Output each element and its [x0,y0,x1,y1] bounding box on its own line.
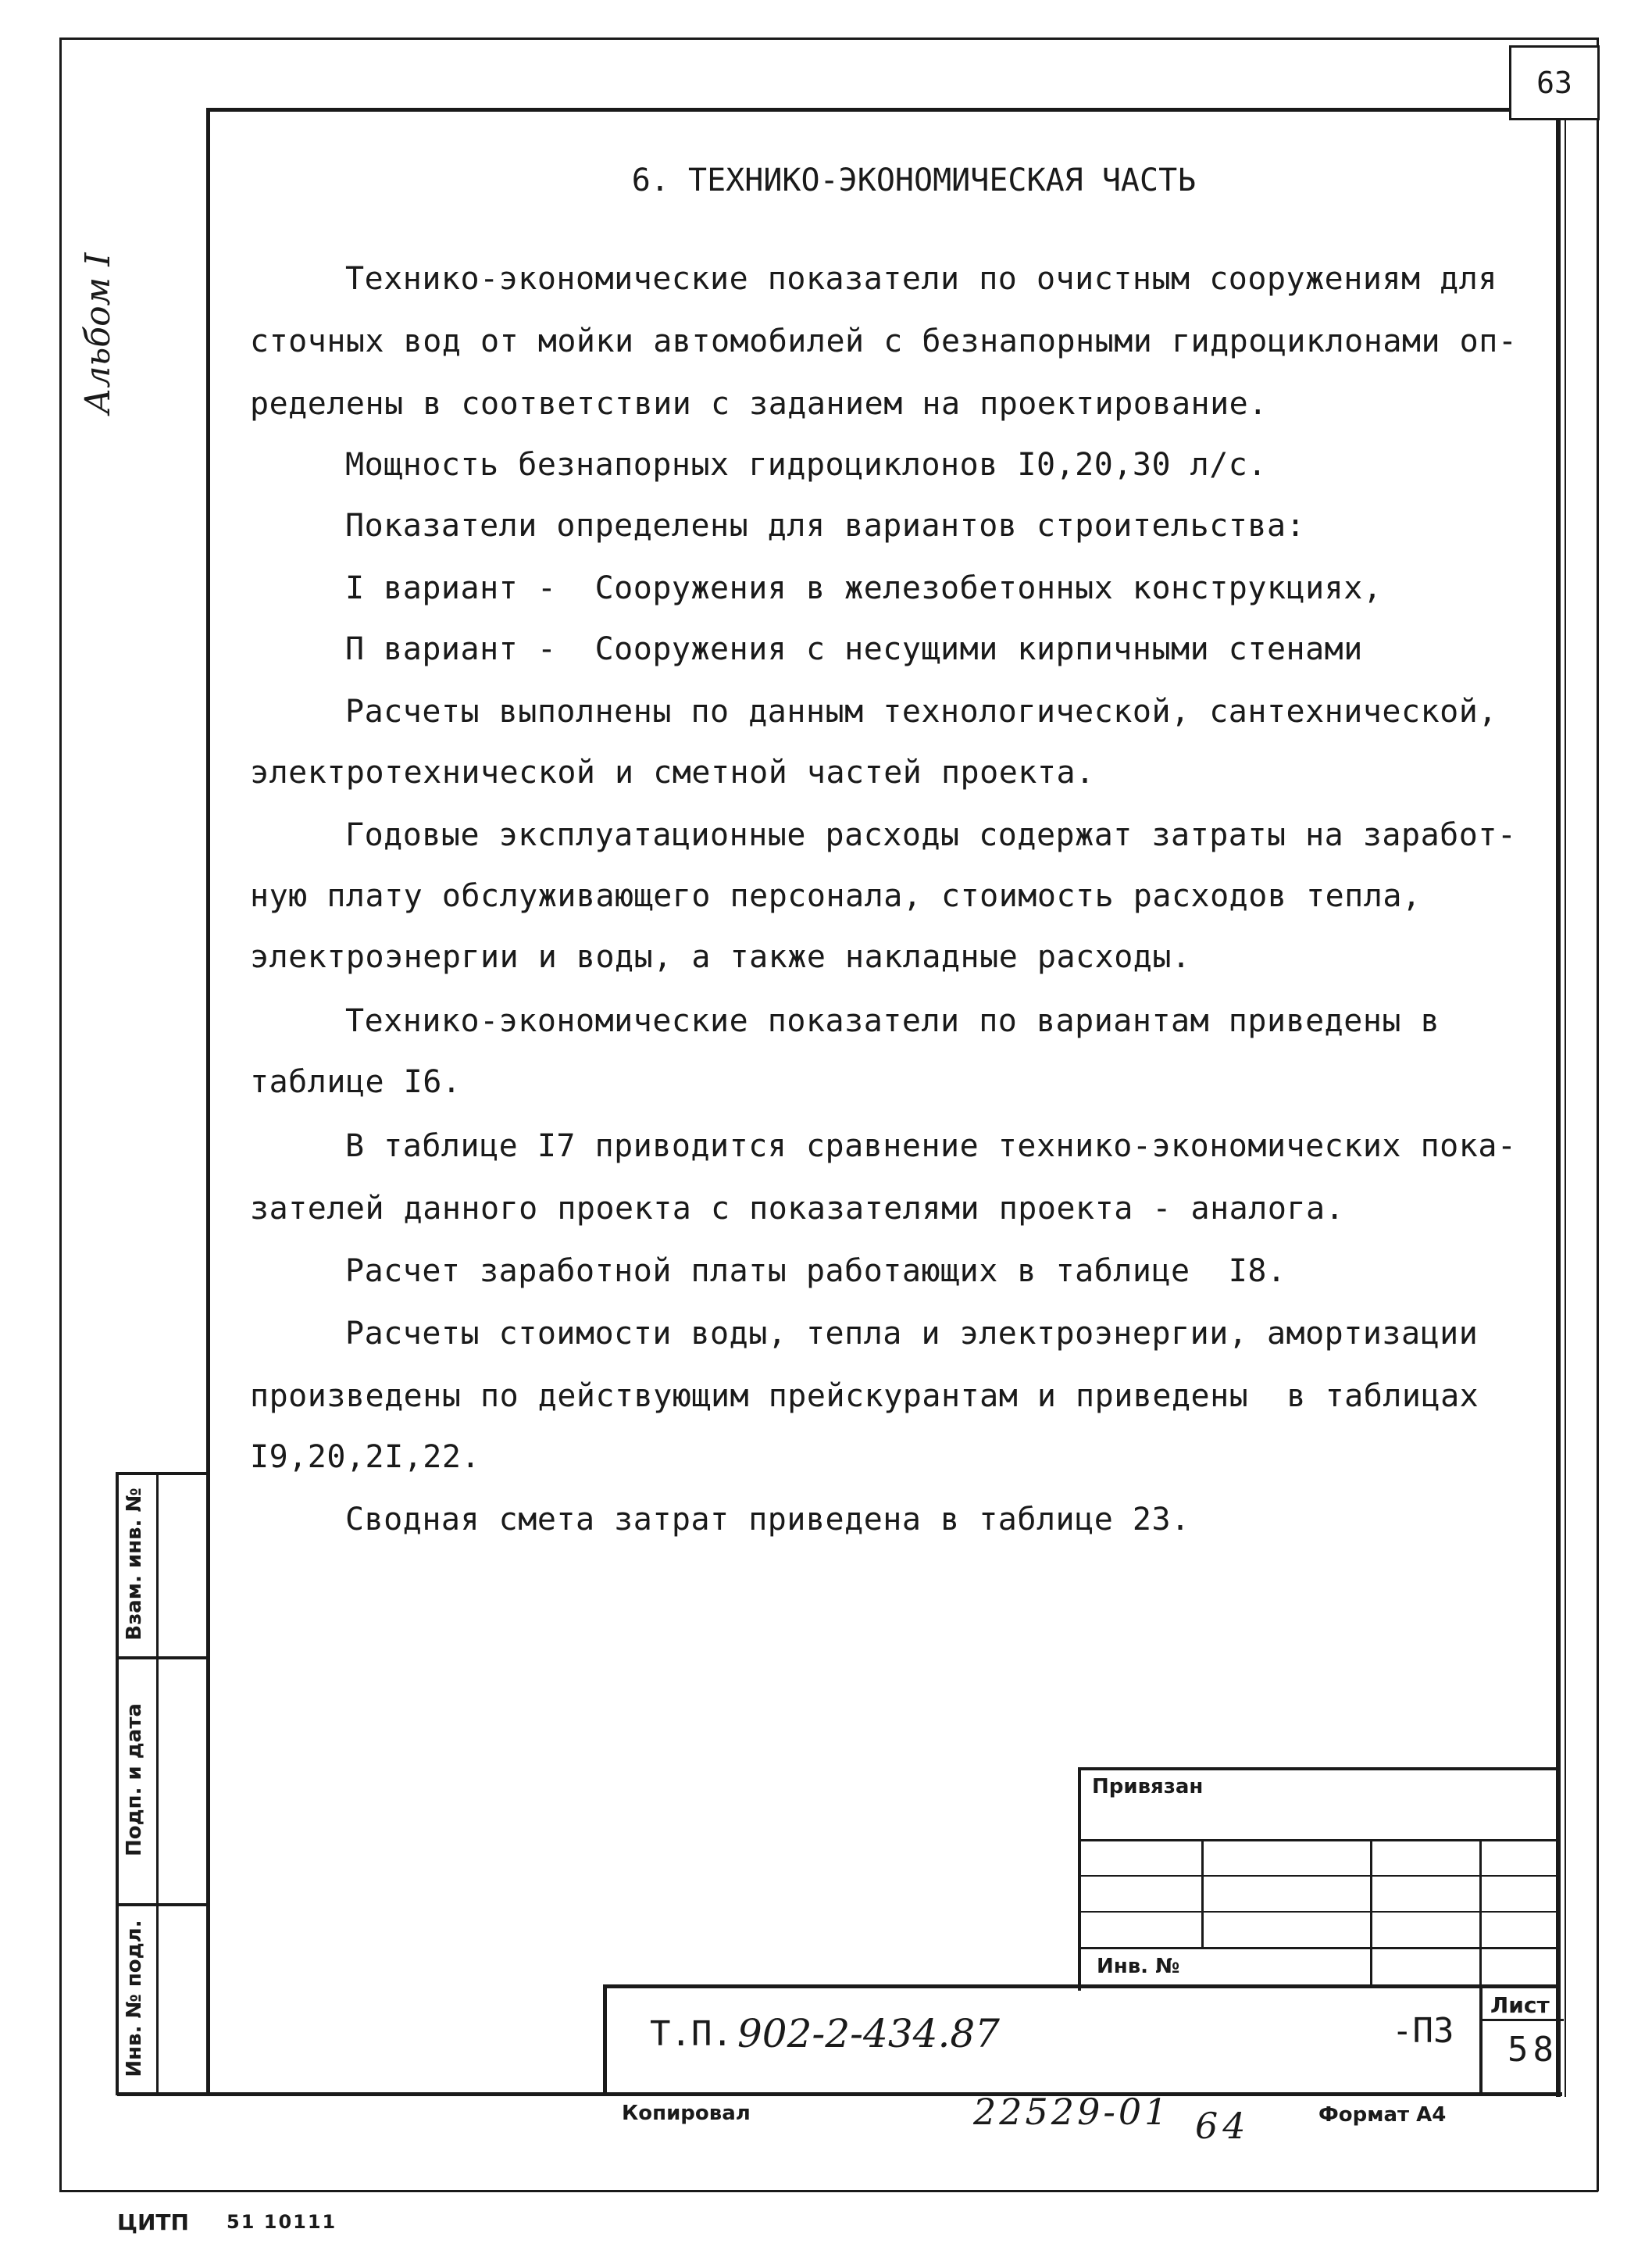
podp-data-label: Подп. и дата [123,1703,146,1856]
privyazan-label: Привязан [1092,1775,1204,1798]
paragraph-line: зателей данного проекта с показателями проекта - аналога. [250,1191,1345,1227]
album-note: Альбом I [78,252,118,414]
paragraph-line: Расчеты выполнены по данным технологической, сантехнической, [345,694,1497,730]
format-label: Формат А4 [1318,2103,1447,2127]
main-frame-right-outer [1565,120,1566,2097]
list-number: 58 [1507,2030,1558,2070]
order-number: 22529-01 [973,2091,1171,2133]
outer-frame-bottom [59,2190,1598,2192]
printer-code: 51 10111 [227,2211,337,2233]
vzam-inv-label: Взам. инв. № [123,1488,146,1641]
paragraph-line: Показатели определены для вариантов строительства: [345,508,1306,544]
outer-frame-top [59,38,1598,40]
paragraph-line: I вариант - Сооружения в железобетонных конструкциях, [345,570,1383,606]
paragraph-line: электроэнергии и воды, а также накладные расходы. [250,939,1191,975]
paragraph-line: I9,20,2I,22. [250,1439,480,1475]
inv-podl-label: Инв. № подл. [123,1920,146,2077]
inv-no-label: Инв. № [1097,1955,1180,1978]
main-frame-top [208,108,1590,112]
order-page: 64 [1195,2105,1251,2147]
doc-number: 902-2-434.87 [737,2011,1000,2056]
paragraph-line: произведены по действующим прейскурантам и приведены в таблицах [250,1378,1479,1414]
paragraph-line: Расчет заработной платы работающих в таблице I8. [345,1253,1286,1289]
copied-label: Копировал [622,2102,751,2125]
main-frame-left [206,108,210,2092]
outer-frame-right [1597,38,1599,2191]
paragraph-line: таблице I6. [250,1064,462,1100]
printer-label: ЦИТП [117,2209,189,2235]
outer-frame-left [59,38,62,2191]
doc-prefix: Т.П. [650,2014,733,2054]
paragraph-line: Технико-экономические показатели по вариантам приведены в [345,1003,1440,1039]
doc-suffix: -ПЗ [1392,2011,1454,2051]
paragraph-line: сточных вод от мойки автомобилей с безнапорными гидроциклонами оп- [250,323,1518,359]
paragraph-line: ределены в соответствии с заданием на проектирование. [250,386,1268,422]
main-frame-bottom [117,2092,1562,2096]
page-number: 63 [1509,45,1600,120]
paragraph-line: Годовые эксплуатационные расходы содержат затраты на заработ- [345,817,1517,853]
paragraph-line: Расчеты стоимости воды, тепла и электроэнергии, амортизации [345,1316,1479,1352]
paragraph-line: Сводная смета затрат приведена в таблице 23. [345,1502,1190,1538]
paragraph-line: Мощность безнапорных гидроциклонов I0,20,30 л/с. [345,447,1267,483]
paragraph-line: П вариант - Сооружения с несущими кирпичными стенами [345,631,1363,667]
paragraph-line: В таблице I7 приводится сравнение технико-экономических пока- [345,1128,1517,1164]
list-label: Лист [1490,1992,1550,2018]
paragraph-line: ную плату обслуживающего персонала, стоимость расходов тепла, [250,878,1422,914]
main-frame-right [1556,120,1561,2097]
section-heading: 6. ТЕХНИКО-ЭКОНОМИЧЕСКАЯ ЧАСТЬ [631,163,1197,198]
paragraph-line: электротехнической и сметной частей проекта. [250,755,1095,791]
paragraph-line: Технико-экономические показатели по очистным сооружениям для [345,261,1497,297]
